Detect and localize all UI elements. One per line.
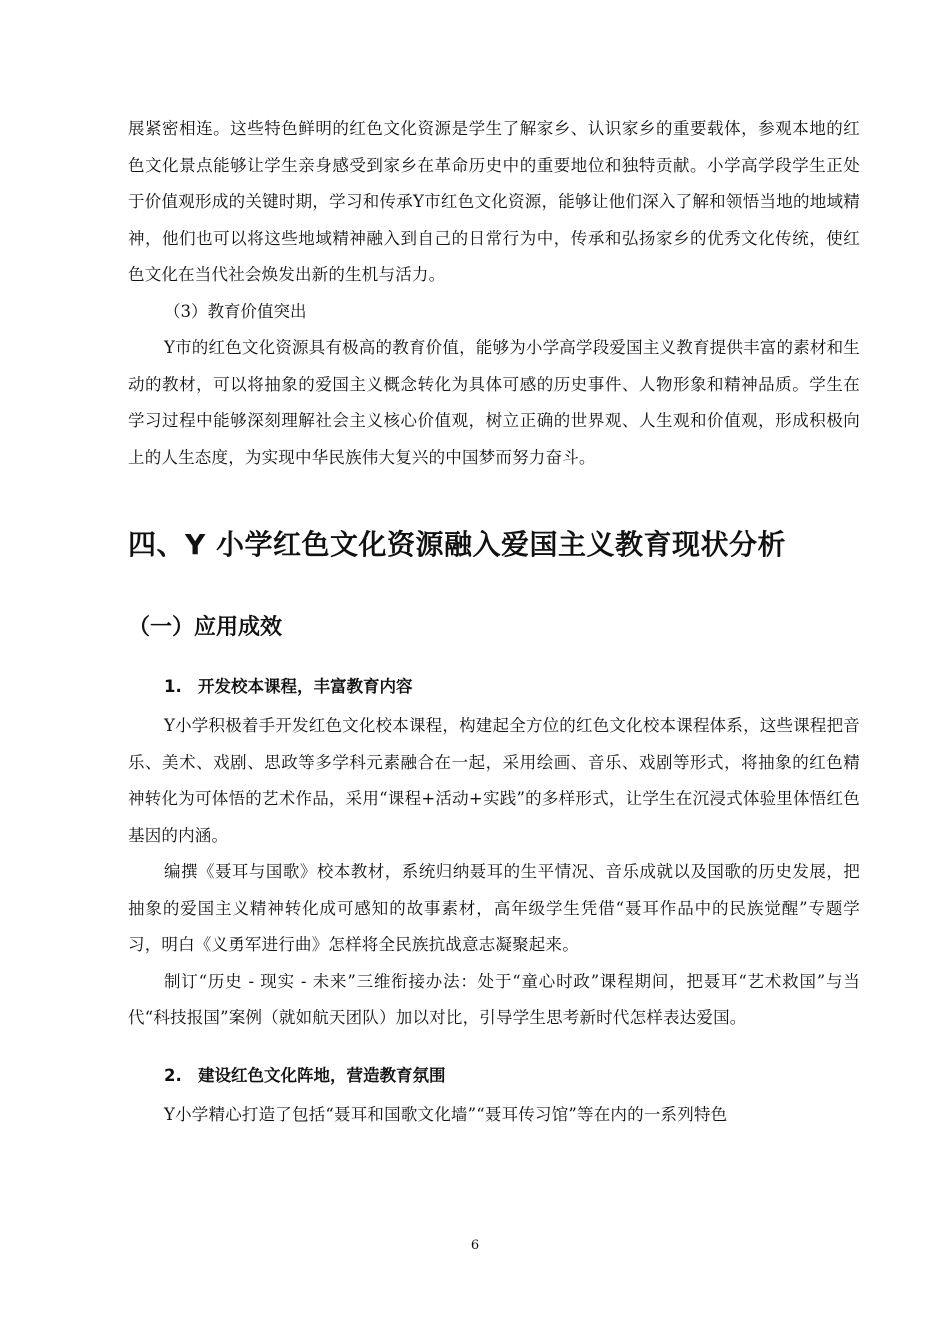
item-1-number: 1. <box>164 677 182 696</box>
item-1-paragraph: 编撰《聂耳与国歌》校本教材，系统归纳聂耳的生平情况、音乐成就以及国歌的历史发展，把抽象的爱国主义精神转化成可感知的故事素材，高年级学生凭借“聂耳作品中的民族觉醒”专题学习，明白《义勇军进行曲》怎样将全民族抗战意志凝聚起来。 <box>128 862 860 954</box>
item-2-paragraph: Y小学精心打造了包括“聂耳和国歌文化墙”“聂耳传习馆”等在内的一系列特色 <box>164 1104 728 1124</box>
item-2-number: 2. <box>164 1065 182 1085</box>
item-1-title: 开发校本课程，丰富教育内容 <box>198 677 413 696</box>
item-1-paragraph: 制订“历史 - 现实 - 未来”三维衔接办法：处于“童心时政”课程期间，把聂耳“艺术救国”与当代“科技报国”案例（就如航天团队）加以对比，引导学生思考新时代怎样表达爱国。 <box>128 971 860 1027</box>
subheading-education-value: （3）教育价值突出 <box>164 301 307 321</box>
item-2-heading <box>128 1061 860 1091</box>
page-content <box>128 111 860 1133</box>
chapter-heading: 四、Y 小学红色文化资源融入爱国主义教育现状分析 <box>128 528 787 561</box>
page-number: 6 <box>470 1238 480 1253</box>
paragraph-regional-spirit: 展紧密相连。这些特色鲜明的红色文化资源是学生了解家乡、认识家乡的重要载体，参观本地的红色文化景点能够让学生亲身感受到家乡在革命历史中的重要地位和独特贡献。小学高学段学生正处于价值观形成的关键时期，学习和传承Y市红色文化资源，能够让他们深入了解和领悟当地的地域精神，他们也可以将这些地域精神融入到自己的日常行为中，传承和弘扬家乡的优秀文化传统，使红色文化在当代社会焕发出新的生机与活力。 <box>128 119 860 284</box>
item-2-title: 建设红色文化阵地，营造教育氛围 <box>198 1065 446 1085</box>
item-1-paragraph: Y小学积极着手开发红色文化校本课程，构建起全方位的红色文化校本课程体系，这些课程把音乐、美术、戏剧、思政等多学科元素融合在一起，采用绘画、音乐、戏剧等形式，将抽象的红色精神转化为可体悟的艺术作品，采用“课程+活动+实践”的多样形式，让学生在沉浸式体验里体悟红色基因的内涵。 <box>128 716 860 845</box>
paragraph-education-value: Y市的红色文化资源具有极高的教育价值，能够为小学高学段爱国主义教育提供丰富的素材和生动的教材，可以将抽象的爱国主义概念转化为具体可感的历史事件、人物形象和精神品质。学生在学习过程中能够深刻理解社会主义核心价值观，树立正确的世界观、人生观和价值观，形成积极向上的人生态度，为实现中华民族伟大复兴的中国梦而努力奋斗。 <box>128 338 860 467</box>
item-1-heading <box>128 672 860 702</box>
section-heading: （一）应用成效 <box>128 615 283 640</box>
